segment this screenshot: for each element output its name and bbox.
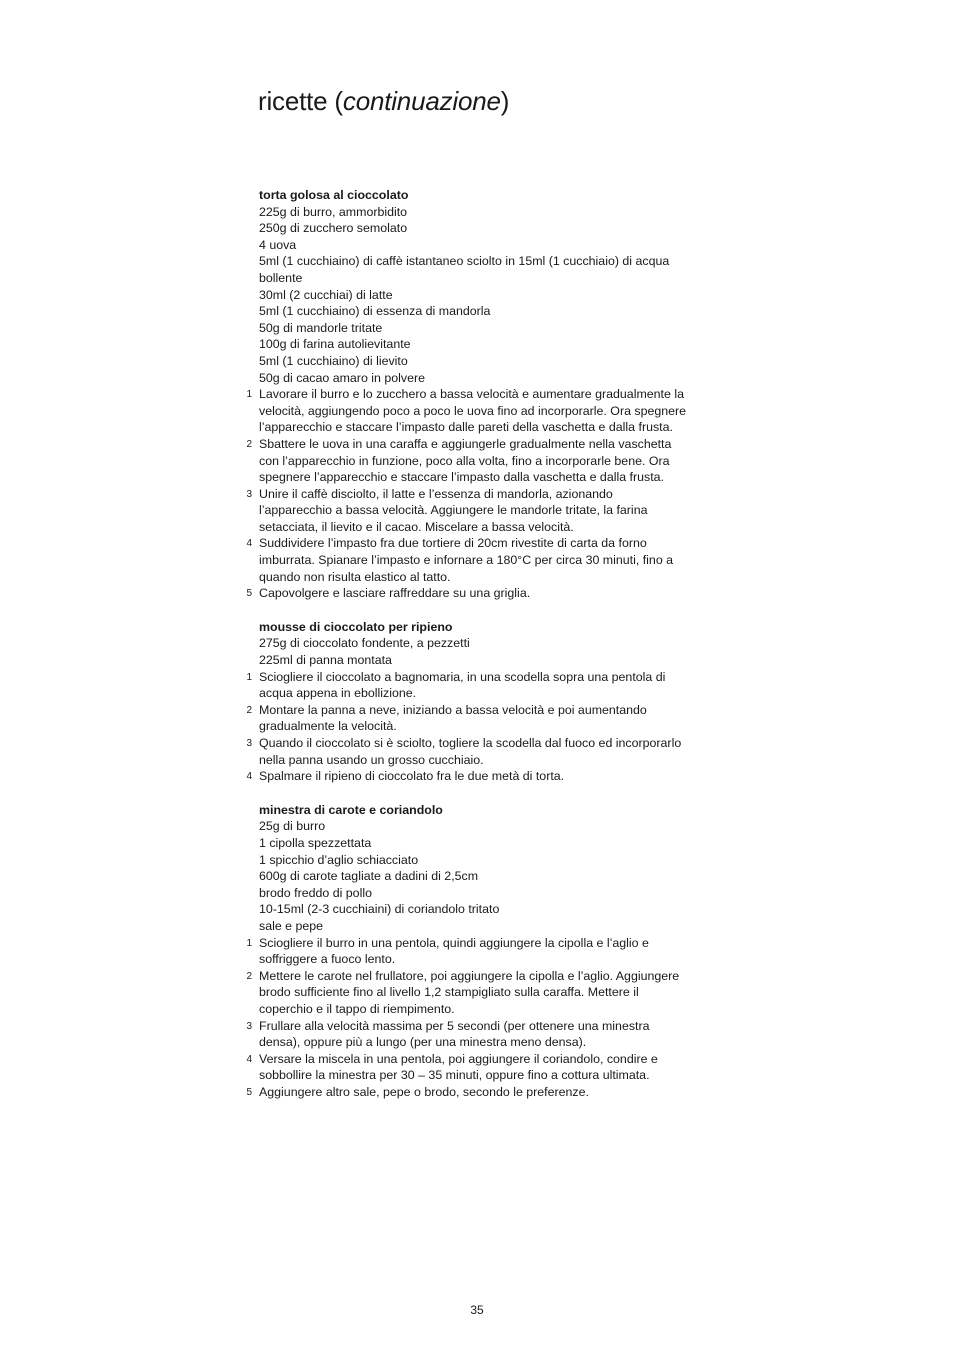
preparation-step [0,436,689,486]
recipe-list [0,187,954,1117]
ingredient-text: 250g di zucchero semolato [259,221,408,236]
ingredient-item [0,336,689,353]
preparation-step [0,535,689,585]
ingredient-text: 1 spicchio d’aglio schiacciato [259,852,419,867]
ingredient-item [0,852,689,869]
ingredient-text: 275g di cioccolato fondente, a pezzetti [259,636,470,651]
preparation-step [0,1018,689,1051]
ingredient-text: 50g di cacao amaro in polvere [259,370,425,385]
preparation-step [0,735,689,768]
step-number: 1 [246,389,252,401]
ingredient-text: 4 uova [259,237,297,252]
ingredient-item [0,353,689,370]
ingredient-text: 225g di burro, ammorbidito [259,204,408,219]
ingredient-text: 225ml di panna montata [259,653,392,668]
ingredient-item [0,918,689,935]
preparation-step [0,968,689,1018]
ingredient-text: 5ml (1 cucchiaino) di lievito [259,353,408,368]
step-number: 3 [246,1020,252,1032]
ingredient-item [0,220,689,237]
recipe [0,619,954,785]
recipe-title: mousse di cioccolato per ripieno [259,619,453,634]
step-number: 5 [246,1086,252,1098]
ingredient-item [0,835,689,852]
ingredient-item [0,868,689,885]
ingredient-item [0,370,689,387]
ingredient-item [0,287,689,304]
page-title-close: ) [500,86,510,116]
page-title-main: ricette ( [258,86,343,116]
ingredient-text: 25g di burro [259,819,326,834]
ingredient-item [0,237,689,254]
step-number: 2 [246,704,252,716]
ingredient-text: 10-15ml (2-3 cucchiaini) di coriandolo tritato [259,902,500,917]
ingredient-item [0,320,689,337]
ingredient-text: 1 cipolla spezzettata [259,835,372,850]
step-number: 4 [246,538,252,550]
ingredient-text: 600g di carote tagliate a dadini di 2,5cm [259,869,479,884]
preparation-step [0,386,689,436]
step-number: 1 [246,937,252,949]
ingredient-text: sale e pepe [259,918,324,933]
ingredient-item [0,253,689,286]
page-title [258,83,509,119]
step-text: Sciogliere il cioccolato a bagnomaria, in una scodella sopra una pentola di acqua appena in ebollizione. [259,669,666,701]
ingredient-text: 5ml (1 cucchiaino) di caffè istantaneo sciolto in 15ml (1 cucchiaio) di acqua bollente [259,254,670,285]
step-text: Quando il cioccolato si è sciolto, togliere la scodella dal fuoco ed incorporarlo nella panna usando un grosso cucchiaio. [259,736,682,767]
recipe [0,802,954,1101]
ingredient-item [0,635,689,652]
ingredient-text: brodo freddo di pollo [259,885,372,900]
page-title-italic: continuazione [342,86,501,116]
step-number: 3 [246,488,252,500]
preparation-step [0,768,689,785]
step-text: Mettere le carote nel frullatore, poi aggiungere la cipolla e l’aglio. Aggiungere brodo sufficiente fino al livello 1,2 stampigliato sulla caraffa. Mettere il coperchio e il tappo di riempimento. [259,968,680,1016]
step-number: 4 [246,771,252,783]
preparation-step [0,1084,689,1101]
preparation-step [0,669,689,702]
step-text: Spalmare il ripieno di cioccolato fra le due metà di torta. [259,769,565,784]
step-text: Capovolgere e lasciare raffreddare su una griglia. [259,586,531,601]
preparation-step [0,486,689,536]
ingredient-text: 5ml (1 cucchiaino) di essenza di mandorla [259,304,491,319]
step-number: 2 [246,438,252,450]
preparation-step [0,1051,689,1084]
page-number: 35 [470,1303,484,1317]
step-text: Montare la panna a neve, iniziando a bassa velocità e poi aumentando gradualmente la velocità. [259,702,647,734]
preparation-step [0,585,689,602]
ingredient-item [0,818,689,835]
step-text: Aggiungere altro sale, pepe o brodo, secondo le preferenze. [259,1084,589,1099]
recipe [0,187,954,602]
ingredient-text: 30ml (2 cucchiai) di latte [259,287,393,302]
step-number: 2 [246,970,252,982]
step-text: Sciogliere il burro in una pentola, quindi aggiungere la cipolla e l’aglio e soffriggere a fuoco lento. [259,935,649,967]
ingredient-item [0,204,689,221]
ingredient-item [0,901,689,918]
ingredient-text: 100g di farina autolievitante [259,337,411,352]
step-text: Versare la miscela in una pentola, poi aggiungere il coriandolo, condire e sobbollire la minestra per 30 – 35 minuti, oppure fino a cottura ultimata. [259,1051,658,1083]
preparation-step [0,935,689,968]
step-text: Sbattere le uova in una caraffa e aggiungerle gradualmente nella vaschetta con l’apparecchio in funzione, poco alla volta, fino a incorporarle bene. Ora spegnere l’apparecchio e staccare l’impasto dalla vaschetta e dalla frusta. [259,436,672,485]
ingredient-text: 50g di mandorle tritate [259,320,383,335]
step-number: 3 [246,738,252,749]
step-number: 4 [246,1053,252,1065]
step-number: 5 [246,588,252,600]
step-number: 1 [246,671,252,683]
ingredient-item [0,303,689,320]
step-text: Unire il caffè disciolto, il latte e l’essenza di mandorla, azionando l’apparecchio a bassa velocità. Aggiungere le mandorle tritate, la farina setacciata, il lievito e il cacao. Miscelare a bassa velocità. [259,486,648,534]
step-text: Suddividere l’impasto fra due tortiere di 20cm rivestite di carta da forno imburrata. Spianare l’impasto e infornare a 180°C per circa 30 minuti, fino a quando non risulta elastico al tatto. [259,536,674,584]
preparation-step [0,702,689,735]
ingredient-item [0,885,689,902]
recipe-title: torta golosa al cioccolato [259,188,409,202]
step-text: Lavorare il burro e lo zucchero a bassa velocità e aumentare gradualmente la velocità, aggiungendo poco a poco le uova fino ad incorporarle. Ora spegnere l’apparecchio e staccare l’impasto dalle pareti della vaschetta e dalla frusta. [259,387,687,435]
ingredient-item [0,652,689,669]
step-text: Frullare alla velocità massima per 5 secondi (per ottenere una minestra densa), oppure più a lungo (per una minestra meno densa). [259,1018,650,1050]
recipe-title: minestra di carote e coriandolo [259,802,443,817]
